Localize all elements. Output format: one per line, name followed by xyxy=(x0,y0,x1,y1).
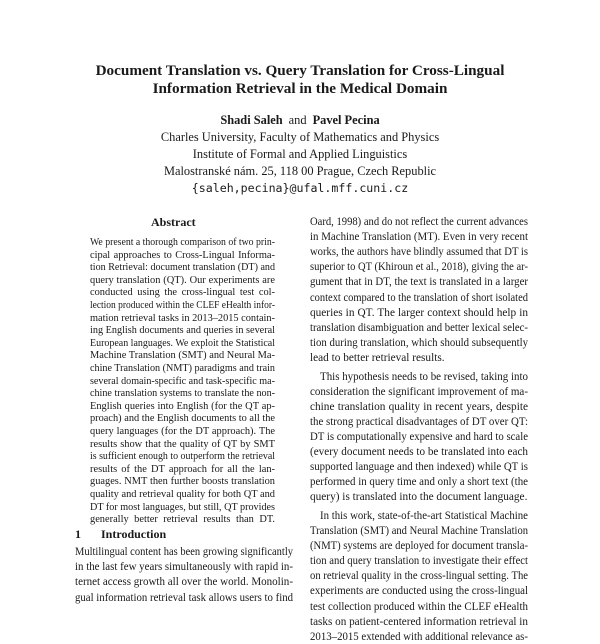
abstract-line: generally better retrieval results than DT. xyxy=(90,514,275,526)
intro-line: Multilingual content has been growing significantly xyxy=(75,546,293,558)
author-1: Shadi Saleh xyxy=(220,113,283,127)
right-column-line: superior to QT (Khiroun et al., 2018), giving the ar- xyxy=(310,261,528,274)
abstract-line: query translation (QT). Our experiments are xyxy=(90,274,275,286)
abstract-line: ing English documents and queries in several xyxy=(90,325,275,337)
intro-line: in the last few years simultaneously with rapid in- xyxy=(75,561,293,574)
right-column-line: translation disambiguation and better lexical selec- xyxy=(310,321,528,334)
right-column-line: experiments are conducted using the cross-lingual xyxy=(310,585,528,598)
right-column-line: (every document needs to be translated into each xyxy=(310,446,528,458)
right-column-line: works, the authors have blindly assumed that DT is xyxy=(310,246,528,259)
email-text: {saleh,pecina}@ufal.mff.cuni.cz xyxy=(191,181,409,195)
abstract-line: tion Retrieval: document translation (DT) and xyxy=(90,262,275,274)
abstract-line: several domain-specific and task-specific ma- xyxy=(90,375,275,387)
abstract-heading: Abstract xyxy=(151,215,196,229)
abstract-line: DT for most languages, but still, QT provides xyxy=(90,501,275,513)
abstract-line: lection produced within the CLEF eHealth infor- xyxy=(90,300,275,311)
paper-title-line-2: Information Retrieval in the Medical Domain xyxy=(152,80,448,97)
abstract-line: European languages. We exploit the Statistical xyxy=(90,337,275,349)
affiliation-line-3: Malostranské nám. 25, 118 00 Prague, Czech Republic xyxy=(163,164,437,178)
right-column-line: supported language and then indexed) while QT is xyxy=(310,461,528,474)
abstract-line: results of the DT approach for all the lan- xyxy=(90,463,275,475)
abstract-line: Machine Translation (SMT) and Neural Ma- xyxy=(90,350,275,362)
right-column-line: tion during translation, which should subsequently xyxy=(310,336,528,349)
author-2: Pavel Pecina xyxy=(312,113,380,127)
affiliation-line-2: Institute of Formal and Applied Linguistics xyxy=(192,147,408,161)
abstract-line: results show that the quality of QT by SMT xyxy=(90,438,275,450)
abstract-line: cipal approaches to Cross-Lingual Informa- xyxy=(90,249,275,261)
abstract-line: chine Translation (NMT) paradigms and train xyxy=(90,363,275,374)
right-column-line: performed in query time and only a short text (the xyxy=(310,476,528,489)
right-column-line: lead to better retrieval results. xyxy=(310,351,445,364)
right-column-line: Translation (SMT) and Neural Machine Translation xyxy=(310,525,528,537)
paper-title-line-1: Document Translation vs. Query Translation for Cross-Lingual xyxy=(95,62,505,79)
right-column-line: tion and query translation to investigate their effect xyxy=(310,555,528,568)
right-column-line: gument that in DT, the text is translated in a larger xyxy=(310,276,528,289)
intro-line: ternet access growth all over the world. Monolin- xyxy=(75,576,293,589)
right-column-line: on retrieval quality in the cross-lingual setting. The xyxy=(310,570,528,583)
right-column-line: query) is translated into the document language. xyxy=(310,491,528,504)
authors xyxy=(0,113,600,128)
right-column-line: 2013–2015 extended with additional relevance as- xyxy=(310,630,528,643)
section-1-title: Introduction xyxy=(101,527,167,541)
email xyxy=(0,181,600,196)
right-column-line: in Machine Translation (MT). Even in very recent xyxy=(310,231,528,244)
abstract-line: mation retrieval tasks in 2013–2015 contain- xyxy=(90,312,275,324)
right-column-line: context compared to the translation of short isolated xyxy=(310,291,528,304)
abstract-line: is sufficient enough to outperform the retrieval xyxy=(90,451,275,463)
right-column-line: consideration the significant improvement of ma- xyxy=(310,385,528,398)
abstract-line: proach) and the English documents to all the xyxy=(90,413,275,425)
abstract-line: conducted using the cross-lingual test col- xyxy=(90,287,275,299)
abstract-line: query languages (for the DT approach). The xyxy=(90,426,275,437)
right-column-line: the strong practical disadvantages of DT over QT: xyxy=(310,415,528,428)
right-column-line: Oard, 1998) and do not reflect the current advances xyxy=(310,216,528,228)
right-column-line: (NMT) systems are deployed for document transla- xyxy=(310,540,528,553)
right-column-line: tasks on patient-centered information retrieval in xyxy=(310,615,528,628)
intro-line: gual information retrieval task allows users to find xyxy=(75,591,293,604)
section-1-heading xyxy=(75,527,166,542)
abstract-line: chine translation systems to translate the non- xyxy=(90,388,275,400)
right-column-line: queries in QT. The larger context should help in xyxy=(310,306,528,319)
author-separator: and xyxy=(288,113,307,127)
right-column-line: This hypothesis needs to be revised, taking into xyxy=(320,370,528,383)
section-1-number: 1 xyxy=(75,527,81,541)
affiliation-line-1: Charles University, Faculty of Mathematics and Physics xyxy=(160,130,440,144)
right-column-line: In this work, state-of-the-art Statistical Machine xyxy=(320,509,528,522)
right-column-line: DT is computationally expensive and hard to scale xyxy=(310,430,528,443)
abstract-line: guages. NMT then further boosts translation xyxy=(90,476,275,488)
abstract-line: English queries into English (for the QT ap- xyxy=(90,400,275,412)
abstract-line: quality and retrieval quality for both QT and xyxy=(90,489,275,500)
abstract-line: We present a thorough comparison of two prin- xyxy=(90,237,275,248)
right-column-line: chine translation quality in recent years, despite xyxy=(310,400,528,413)
right-column-line: test collection produced within the CLEF eHealth xyxy=(310,600,528,613)
